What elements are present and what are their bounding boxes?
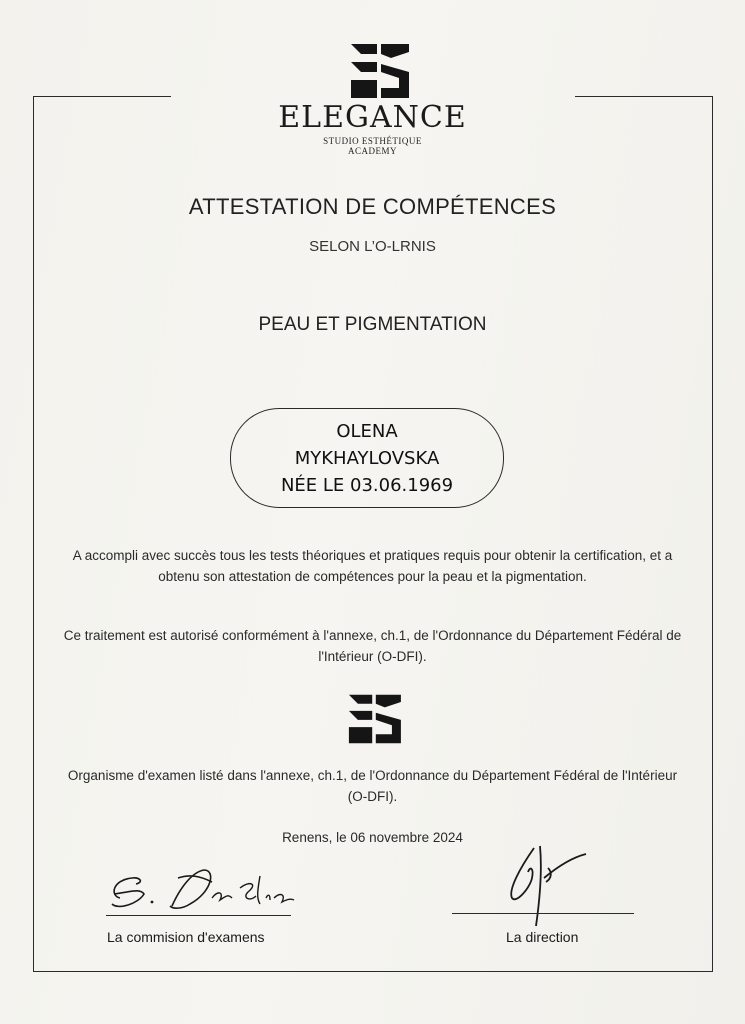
- recipient-box: [230, 408, 504, 508]
- exam-organism-paragraph: Organisme d'examen listé dans l'annexe, ch.1, de l'Ordonnance du Département Fédéral de l'Intérieur (O-DFI).: [67, 768, 678, 804]
- es-monogram-icon: [347, 42, 411, 100]
- accomplishment-paragraph: A accompli avec succès tous les tests théoriques et pratiques requis pour obtenir la certification, et a obtenu son attestation de compétences pour la peau et la pigmentation.: [72, 548, 673, 584]
- place-date: Renens, le 06 novembre 2024: [282, 830, 463, 845]
- certificate-subtitle: SELON L’O-LRNIS: [309, 238, 436, 255]
- recipient-last-name: MYKHAYLOVSKA: [294, 447, 440, 469]
- border-top-left: [33, 96, 171, 97]
- recipient-first-name: OLENA: [336, 420, 398, 442]
- direction-caption: La direction: [506, 929, 579, 945]
- brand-name: ELEGANCE: [278, 100, 467, 135]
- border-bottom: [33, 971, 713, 972]
- competence-domain: PEAU ET PIGMENTATION: [258, 314, 487, 335]
- es-monogram-small-icon: [345, 693, 403, 745]
- brand-subtitle-studio: STUDIO ESTHÉTIQUE: [323, 136, 422, 146]
- certificate-title: ATTESTATION DE COMPÉTENCES: [188, 194, 557, 219]
- border-left: [33, 96, 34, 972]
- signature-line-right: [452, 913, 634, 914]
- signature-line-left: [106, 915, 291, 916]
- border-right: [712, 96, 713, 972]
- authorization-paragraph: Ce traitement est autorisé conformément à l'annexe, ch.1, de l'Ordonnance du Département Fédéral de l'Intérieur (O-DFI).: [63, 628, 682, 664]
- signature-exam-commission: [100, 858, 300, 918]
- signature-direction: [500, 838, 610, 933]
- exam-commission-caption: La commision d'examens: [107, 929, 265, 945]
- border-top-right: [575, 96, 713, 97]
- brand-subtitle-academy: ACADEMY: [347, 146, 397, 156]
- recipient-birth-date: NÉE LE 03.06.1969: [280, 474, 454, 496]
